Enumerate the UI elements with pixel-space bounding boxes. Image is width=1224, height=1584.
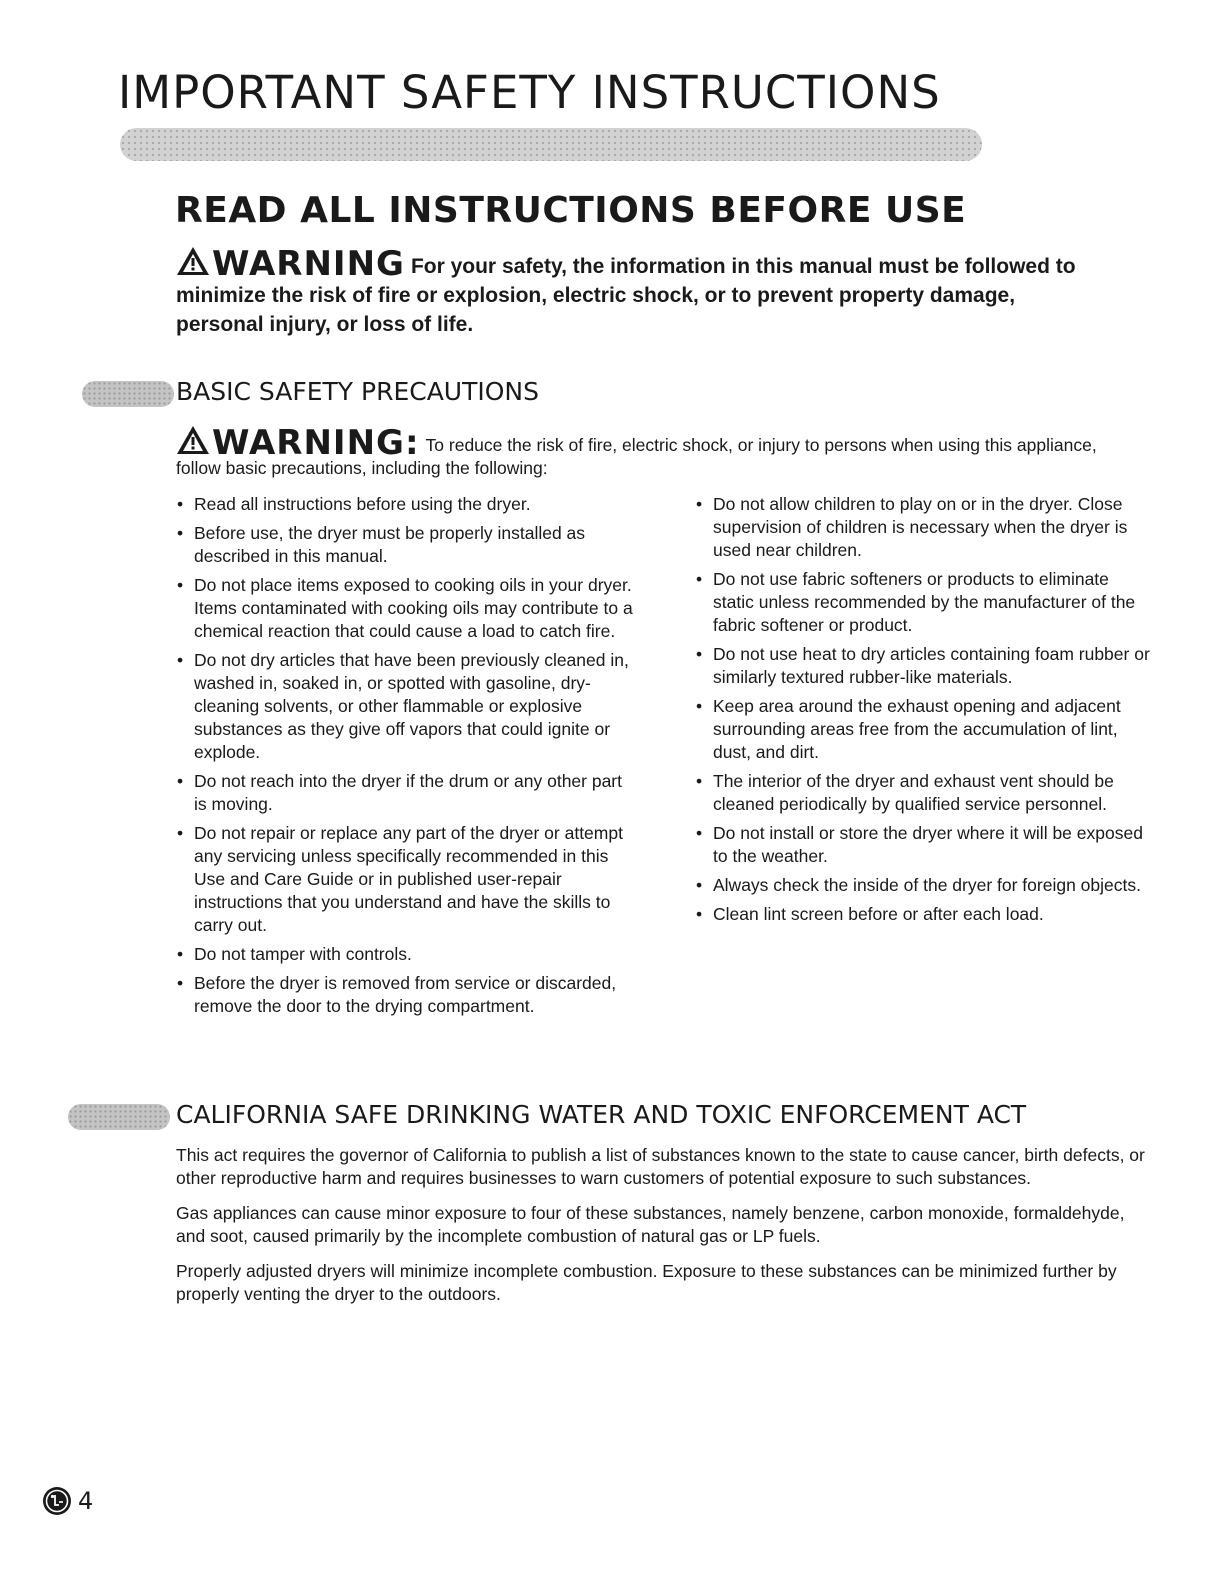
list-item: • Before the dryer is removed from service or discarded, remove the door to the drying compartment. <box>176 972 636 1018</box>
footer <box>42 1486 93 1516</box>
list-item: • Do not use fabric softeners or products to eliminate static unless recommended by the manufacturer of the fabric softener or product. <box>695 568 1150 637</box>
list-item: • Clean lint screen before or after each load. <box>695 903 1150 926</box>
warning-triangle-icon <box>176 425 210 455</box>
paragraph: Properly adjusted dryers will minimize incomplete combustion. Exposure to these substances can be minimized further by properly venting the dryer to the outdoors. <box>176 1261 1117 1304</box>
intro-warning <box>176 246 1076 339</box>
page-title: IMPORTANT SAFETY INSTRUCTIONS <box>118 66 941 119</box>
list-item: • Do not dry articles that have been previously cleaned in, washed in, soaked in, or spotted with gasoline, dry-cleaning solvents, or other flammable or explosive substances as they give off vapors that could ignite or explode. <box>176 649 636 764</box>
main-title: READ ALL INSTRUCTIONS BEFORE USE <box>175 190 967 231</box>
basic-warning-text: To reduce the risk of fire, electric shock, or injury to persons when using this appliance, follow basic precautions, including the following: <box>176 435 1097 478</box>
left-precautions-list <box>176 493 636 1024</box>
section-marker-basic <box>82 381 174 407</box>
list-item: • The interior of the dryer and exhaust vent should be cleaned periodically by qualified service personnel. <box>695 770 1150 816</box>
list-item: • Do not tamper with controls. <box>176 943 636 966</box>
list-item: • Read all instructions before using the dryer. <box>176 493 636 516</box>
header-decorative-bar <box>120 128 982 161</box>
list-item: • Before use, the dryer must be properly installed as described in this manual. <box>176 522 636 568</box>
paragraph: Gas appliances can cause minor exposure to four of these substances, namely benzene, carbon monoxide, formaldehyde, and soot, caused primarily by the incomplete combustion of natural gas or LP fuels. <box>176 1203 1125 1246</box>
list-item: • Do not repair or replace any part of the dryer or attempt any servicing unless specifically recommended in this Use and Care Guide or in published user-repair instructions that you understand and have the skills to carry out. <box>176 822 636 937</box>
list-item: • Do not reach into the dryer if the drum or any other part is moving. <box>176 770 636 816</box>
lg-logo-icon <box>42 1486 72 1516</box>
warning-label: WARNING <box>212 244 405 284</box>
section-heading-california: CALIFORNIA SAFE DRINKING WATER AND TOXIC ENFORCEMENT ACT <box>176 1100 1027 1129</box>
warning-label: WARNING: <box>212 423 420 463</box>
right-precautions-list <box>695 493 1150 932</box>
paragraph: This act requires the governor of California to publish a list of substances known to the state to cause cancer, birth defects, or other reproductive harm and requires businesses to warn customers of potential exposure to such substances. <box>176 1145 1145 1188</box>
warning-triangle-icon <box>176 246 210 276</box>
list-item: • Do not use heat to dry articles containing foam rubber or similarly textured rubber-like materials. <box>695 643 1150 689</box>
list-item: • Do not place items exposed to cooking oils in your dryer. Items contaminated with cooking oils may contribute to a chemical reaction that could cause a load to catch fire. <box>176 574 636 643</box>
basic-warning <box>176 425 1136 480</box>
list-item: • Do not allow children to play on or in the dryer. Close supervision of children is necessary when the dryer is used near children. <box>695 493 1150 562</box>
list-item: • Keep area around the exhaust opening and adjacent surrounding areas free from the accumulation of lint, dust, and dirt. <box>695 695 1150 764</box>
california-body <box>176 1144 1156 1318</box>
list-item: • Do not install or store the dryer where it will be exposed to the weather. <box>695 822 1150 868</box>
page-number: 4 <box>78 1487 94 1515</box>
intro-warning-text: For your safety, the information in this manual must be followed to minimize the risk of fire or explosion, electric shock, or to prevent property damage, personal injury, or loss of life. <box>176 255 1076 336</box>
section-heading-basic: BASIC SAFETY PRECAUTIONS <box>176 377 539 406</box>
section-marker-california <box>68 1104 170 1130</box>
list-item: • Always check the inside of the dryer for foreign objects. <box>695 874 1150 897</box>
